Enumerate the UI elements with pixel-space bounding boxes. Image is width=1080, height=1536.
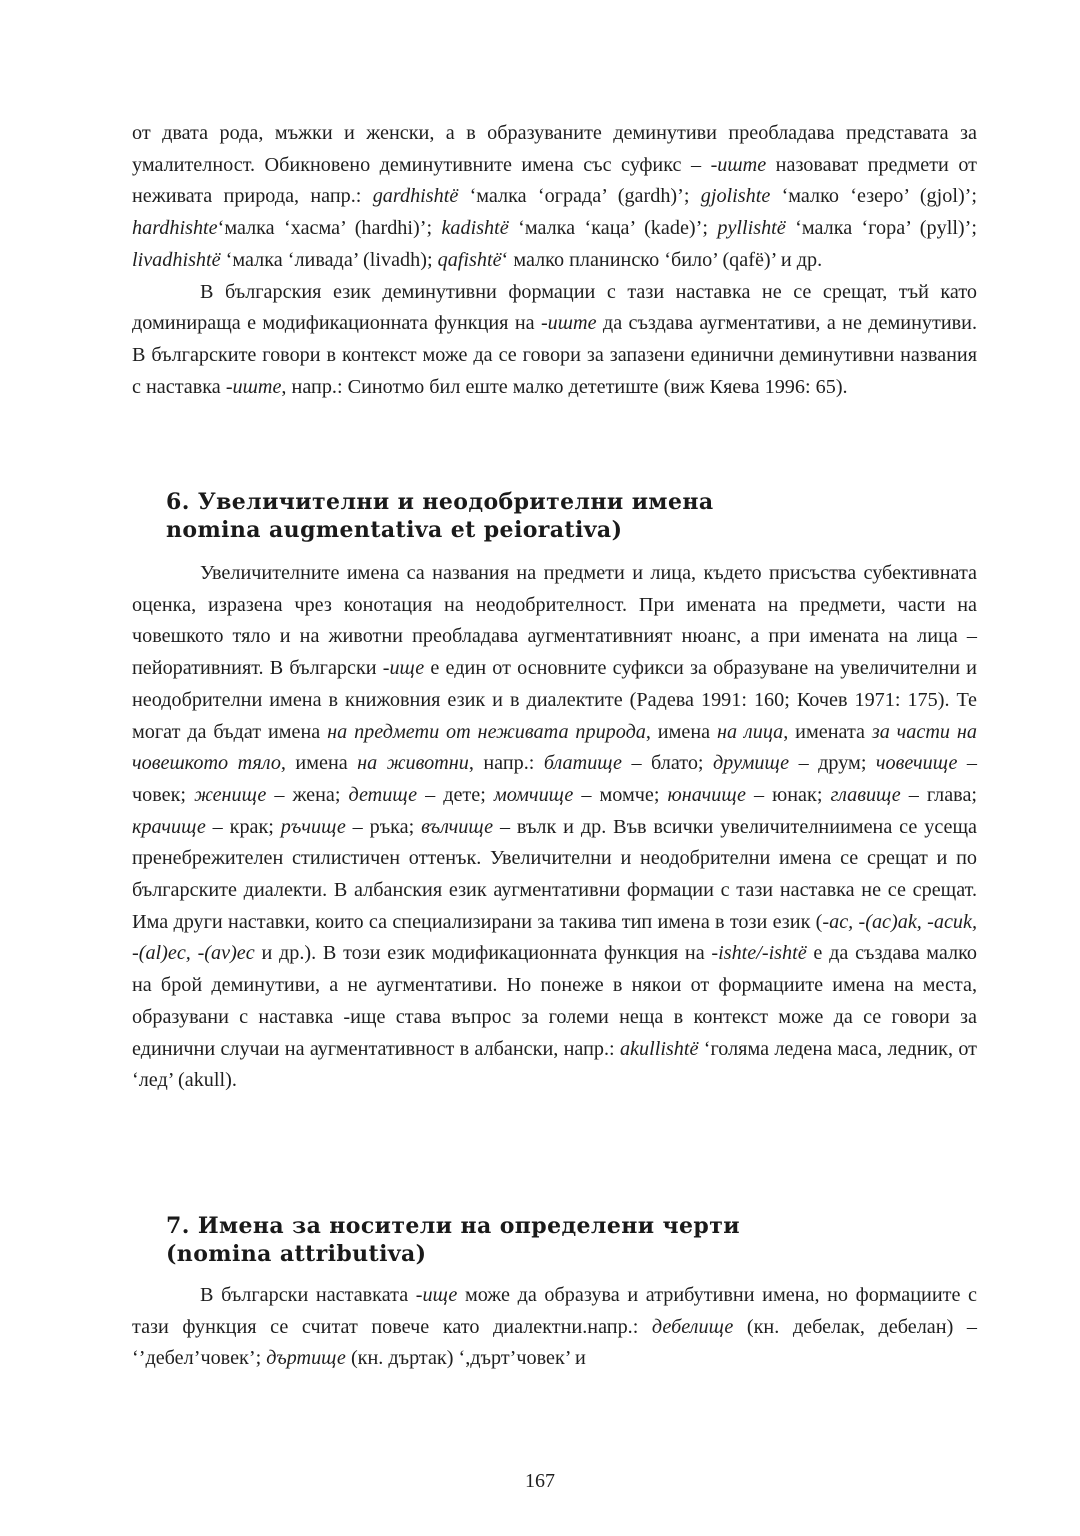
- text-run: ‘малка ‘ограда’ (gardh)’;: [458, 185, 701, 208]
- italic-term: за части на човешкото тяло,: [132, 720, 977, 775]
- text-run: и др.). В този език модификационната функция на: [254, 942, 712, 965]
- paragraph: [132, 277, 977, 404]
- heading-7-line-2: (nomina attributiva): [166, 1241, 427, 1267]
- italic-term: женище: [194, 783, 267, 806]
- text-run: – блато;: [622, 752, 713, 775]
- heading-6-line-1: 6. Увеличителни и неодобрителни имена: [166, 489, 714, 515]
- text-run: (кн. дебелак, дебелан) – ‘’дебел’човек’;: [132, 1315, 977, 1370]
- section-heading-7: [166, 1212, 946, 1268]
- text-run: – човек;: [132, 752, 978, 806]
- italic-term: човечище: [875, 752, 958, 775]
- text-run: – дете;: [417, 783, 494, 806]
- italic-term: крачище: [132, 815, 206, 838]
- text-run: ‘малка ‘хасма’ (hardhi)’;: [217, 217, 442, 240]
- italic-term: ръчище: [280, 815, 346, 838]
- italic-term: -ishte/-ishtë: [711, 942, 807, 965]
- heading-6-line-2: nomina augmentativa et peiorativa): [166, 517, 623, 543]
- text-run: – ръка;: [345, 815, 422, 838]
- italic-term: друмище: [712, 752, 790, 775]
- paragraph-block-3: [132, 1280, 977, 1375]
- text-run: ‘малко ‘езеро’ (gjol)’;: [770, 185, 977, 208]
- paragraph: [132, 118, 977, 277]
- italic-term: qafishtë: [437, 248, 502, 271]
- italic-term: детище: [348, 783, 418, 806]
- text-run: ‘малка ‘гора’ (pyll)’;: [785, 217, 977, 240]
- text-run: В български наставката: [200, 1284, 416, 1306]
- text-run: имена: [285, 752, 358, 775]
- text-run: , напр.: Синотмо бил еште малко дететиште (виж Кяева 1996: 65).: [281, 375, 848, 398]
- paragraph: [132, 558, 977, 1097]
- italic-term: hardhishte: [132, 217, 218, 240]
- paragraph-block-1: [132, 118, 977, 403]
- italic-term: на предмети от неживата природа: [327, 720, 646, 743]
- text-run: – момче;: [573, 783, 668, 806]
- italic-term: livadhishtë: [132, 248, 221, 271]
- section-heading-6: [166, 488, 946, 544]
- italic-term: -ище: [382, 657, 425, 680]
- paragraph-block-2: [132, 558, 977, 1097]
- italic-term: gjolishte: [700, 185, 771, 208]
- italic-term: -иште: [540, 312, 597, 335]
- paragraph: [132, 1280, 977, 1375]
- italic-term: pyllishtë: [717, 217, 786, 240]
- text-run: – глава;: [900, 783, 978, 806]
- italic-term: на лица: [716, 720, 784, 743]
- text-run: (кн. дъртак) ‘,дърт’човек’ и: [345, 1347, 586, 1370]
- text-run: – юнак;: [746, 783, 831, 806]
- text-run: – вълк и др. Във всички увеличителниимена се усеща пренебрежителен стилистичен оттенък. Увеличителни и неодобрителни имена се срещат и по българските диалекти. В албанския език аугментативни формации с тази наставка не се срещат. Има други наставки, които са специализирани за такива тип имена в този език (: [132, 815, 977, 933]
- text-run: В българския език деминутивни формации с тази наставка не се срещат, тъй като доминираща е модификационната функция на: [132, 280, 977, 335]
- italic-term: -ище: [415, 1284, 458, 1306]
- italic-term: юначище: [667, 783, 747, 806]
- text-run: – крак;: [205, 815, 281, 838]
- italic-term: gardhishtë: [372, 185, 459, 208]
- text-run: е да създава малко на брой деминутиви, а не аугментативи. Но понеже в някои от формациите имена на места, образувани с наставка -ище става въпрос за големи неща в контекст може да се говори за единични случаи на аугментативност в албански, напр.:: [132, 942, 978, 1060]
- italic-term: дебелище: [651, 1315, 734, 1338]
- text-run: ‘голяма ледена маса, ледник, от ‘лед’ (akull).: [132, 1037, 977, 1092]
- italic-term: -ac, -(ac)ak, -acuk, -(al)ec, -(av)ec: [132, 910, 978, 965]
- italic-term: kadishtë: [441, 217, 509, 240]
- text-run: Увеличителните имена са названия на предмети и лица, където присъства субективната оценка, изразена чрез конотация на неодобрителност. При имената на предмети, части на човешкото тяло и на животни преобладава аугментативният нюанс, а при имената на лица – пейоративният. В български: [132, 562, 977, 680]
- text-run: назовават предмети от неживата природа, напр.:: [132, 153, 978, 208]
- heading-7-line-1: 7. Имена за носители на определени черти: [166, 1213, 740, 1239]
- text-run: може да образува и атрибутивни имена, но формациите с тази функция се считат повече като диалектни.напр.:: [132, 1284, 977, 1338]
- text-run: , напр.:: [468, 752, 544, 775]
- text-run: – друм;: [789, 752, 876, 775]
- text-run: е един от основните суфикси за образуване на увеличителни и неодобрителни имена в книжовния език и в диалектите (Радева 1991: 160; Кочев 1971: 175). Те могат да бъдат имена: [132, 657, 977, 743]
- italic-term: дъртище: [266, 1347, 346, 1370]
- italic-term: на животни: [357, 752, 469, 775]
- italic-term: akullishtë: [619, 1037, 699, 1060]
- italic-term: блатище: [543, 752, 623, 775]
- text-run: от двата рода, мъжки и женски, а в образуваните деминутиви преобладава представата за умалителност. Обикновено деминутивните имена със суфикс –: [132, 122, 977, 176]
- italic-term: вълчище: [421, 815, 494, 838]
- text-run: , имената: [783, 720, 872, 743]
- text-run: – жена;: [266, 783, 349, 806]
- page-number: 167: [525, 1470, 555, 1492]
- text-run: ‘ малко планинско ‘било’ (qafë)’ и др.: [501, 248, 823, 271]
- text-run: ‘малка ‘каца’ (kade)’;: [508, 217, 718, 240]
- text-run: , имена: [645, 720, 717, 743]
- text-run: ‘малка ‘ливада’ (livadh);: [220, 248, 438, 271]
- italic-term: момчище: [493, 783, 574, 806]
- text-run: да създава аугментативи, а не деминутиви. В българските говори в контекст може да се говори за запазени единични деминутивни названия с наставка: [132, 312, 977, 398]
- italic-term: -иште: [710, 153, 767, 176]
- italic-term: главище: [830, 783, 901, 806]
- italic-term: -иште: [225, 375, 282, 398]
